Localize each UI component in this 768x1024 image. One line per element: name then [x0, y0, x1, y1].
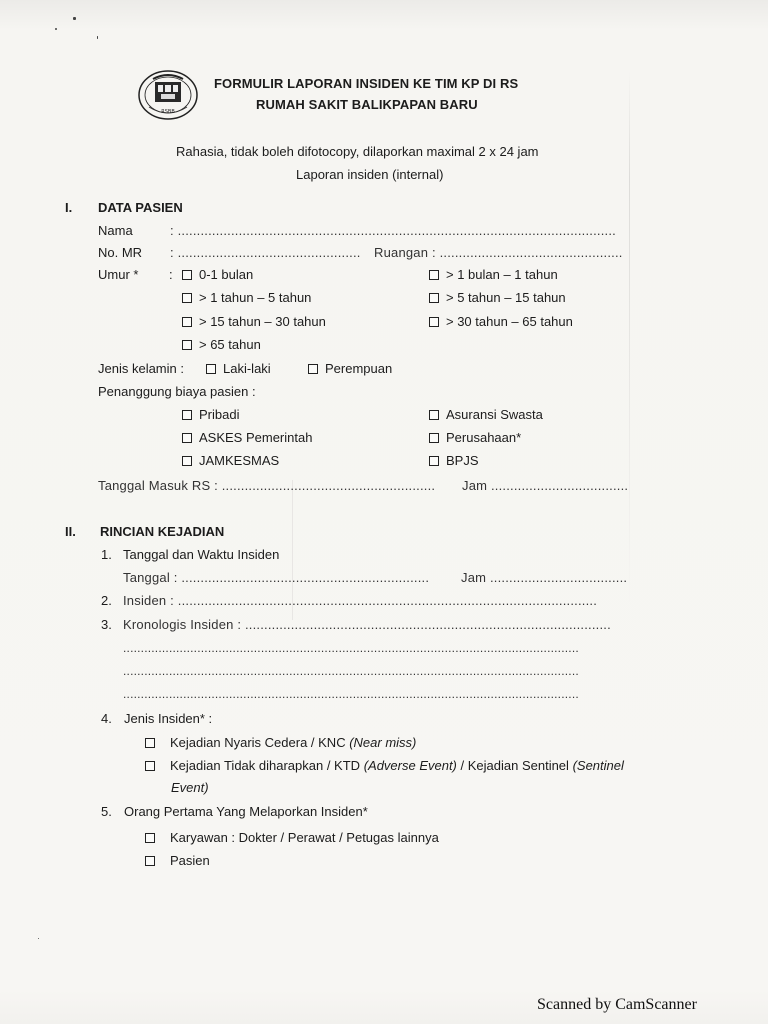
section-2-number: II. [65, 524, 76, 539]
umur-label: Umur * [98, 267, 139, 282]
nomr-label: No. MR [98, 245, 143, 260]
section-2-title: RINCIAN KEJADIAN [100, 524, 225, 539]
item-1-number: 1. [101, 547, 112, 562]
umur-option-5-15-tahun[interactable]: > 5 tahun – 15 tahun [429, 290, 566, 305]
item-4-number: 4. [101, 711, 112, 726]
ruangan-field[interactable]: Ruangan : ................................................ [374, 245, 623, 260]
jk-laki-laki[interactable]: Laki-laki [206, 361, 271, 376]
jenis-insiden-ktd[interactable]: Kejadian Tidak diharapkan / KTD (Adverse Event) / Kejadian Sentinel (Sentinel [145, 758, 624, 773]
kronologis-line[interactable]: ................................................................................................................................. [123, 687, 579, 701]
scan-speck [55, 28, 57, 30]
umur-colon: : [169, 267, 173, 282]
biaya-asuransi-swasta[interactable]: Asuransi Swasta [429, 407, 543, 422]
scan-speck [38, 938, 39, 939]
checkbox-icon[interactable] [429, 410, 439, 420]
umur-option-15-30-tahun[interactable]: > 15 tahun – 30 tahun [182, 314, 326, 329]
checkbox-icon[interactable] [182, 340, 192, 350]
insiden-field[interactable]: Insiden : .............................................................................................................. [123, 593, 598, 608]
checkbox-icon[interactable] [308, 364, 318, 374]
umur-option-1bln-1thn[interactable]: > 1 bulan – 1 tahun [429, 267, 558, 282]
item-4-label: Jenis Insiden* : [124, 711, 213, 726]
jam-masuk-field[interactable]: Jam .................................... [462, 478, 629, 493]
kronologis-field[interactable]: Kronologis Insiden : ................................................................................................ [123, 617, 611, 632]
kronologis-line[interactable]: ................................................................................................................................. [123, 641, 579, 655]
checkbox-icon[interactable] [182, 433, 192, 443]
scan-speck [97, 36, 98, 39]
checkbox-icon[interactable] [429, 433, 439, 443]
kronologis-line[interactable]: ................................................................................................................................. [123, 664, 579, 678]
nama-field[interactable]: : ................................................................................................................... [170, 223, 616, 238]
scan-speck [73, 17, 76, 20]
checkbox-icon[interactable] [182, 317, 192, 327]
umur-option-0-1-bulan[interactable]: 0-1 bulan [182, 267, 253, 282]
checkbox-icon[interactable] [182, 456, 192, 466]
fold-crease [629, 70, 630, 610]
nomr-field[interactable]: : ................................................ [170, 245, 361, 260]
biaya-pribadi[interactable]: Pribadi [182, 407, 239, 422]
biaya-askes-pemerintah[interactable]: ASKES Pemerintah [182, 430, 312, 445]
biaya-perusahaan[interactable]: Perusahaan* [429, 430, 521, 445]
jenis-insiden-ktd-cont: Event) [171, 780, 209, 795]
jk-perempuan[interactable]: Perempuan [308, 361, 392, 376]
checkbox-icon[interactable] [145, 856, 155, 866]
report-type: Laporan insiden (internal) [296, 167, 444, 182]
checkbox-icon[interactable] [429, 456, 439, 466]
hospital-logo [137, 69, 199, 121]
item-1-label: Tanggal dan Waktu Insiden [123, 547, 280, 562]
checkbox-icon[interactable] [429, 293, 439, 303]
checkbox-icon[interactable] [145, 833, 155, 843]
nama-label: Nama [98, 223, 133, 238]
umur-option-30-65-tahun[interactable]: > 30 tahun – 65 tahun [429, 314, 573, 329]
checkbox-icon[interactable] [145, 761, 155, 771]
checkbox-icon[interactable] [182, 410, 192, 420]
umur-option-1-5-tahun[interactable]: > 1 tahun – 5 tahun [182, 290, 311, 305]
jenis-kelamin-label: Jenis kelamin : [98, 361, 184, 376]
penanggung-biaya-label: Penanggung biaya pasien : [98, 384, 256, 399]
checkbox-icon[interactable] [182, 270, 192, 280]
svg-text:RSBB: RSBB [161, 109, 175, 115]
pelapor-pasien[interactable]: Pasien [145, 853, 210, 868]
checkbox-icon[interactable] [206, 364, 216, 374]
umur-option-65-tahun[interactable]: > 65 tahun [182, 337, 261, 352]
insiden-jam-field[interactable]: Jam .................................... [461, 570, 628, 585]
section-1-title: DATA PASIEN [98, 200, 183, 215]
form-title: FORMULIR LAPORAN INSIDEN KE TIM KP DI RS [214, 76, 519, 91]
hospital-name: RUMAH SAKIT BALIKPAPAN BARU [256, 97, 478, 112]
biaya-jamkesmas[interactable]: JAMKESMAS [182, 453, 279, 468]
checkbox-icon[interactable] [145, 738, 155, 748]
checkbox-icon[interactable] [429, 317, 439, 327]
item-3-number: 3. [101, 617, 112, 632]
pelapor-karyawan[interactable]: Karyawan : Dokter / Perawat / Petugas lainnya [145, 830, 439, 845]
biaya-bpjs[interactable]: BPJS [429, 453, 479, 468]
item-5-number: 5. [101, 804, 112, 819]
checkbox-icon[interactable] [429, 270, 439, 280]
item-5-label: Orang Pertama Yang Melaporkan Insiden* [124, 804, 368, 819]
section-1-number: I. [65, 200, 73, 215]
insiden-tanggal-field[interactable]: Tanggal : ................................................................. [123, 570, 430, 585]
jenis-insiden-knc[interactable]: Kejadian Nyaris Cedera / KNC (Near miss) [145, 735, 416, 750]
item-2-number: 2. [101, 593, 112, 608]
confidential-note: Rahasia, tidak boleh difotocopy, dilaporkan maximal 2 x 24 jam [176, 144, 539, 159]
scanner-watermark: Scanned by CamScanner [537, 996, 697, 1013]
checkbox-icon[interactable] [182, 293, 192, 303]
tanggal-masuk-field[interactable]: Tanggal Masuk RS : ........................................................ [98, 478, 436, 493]
